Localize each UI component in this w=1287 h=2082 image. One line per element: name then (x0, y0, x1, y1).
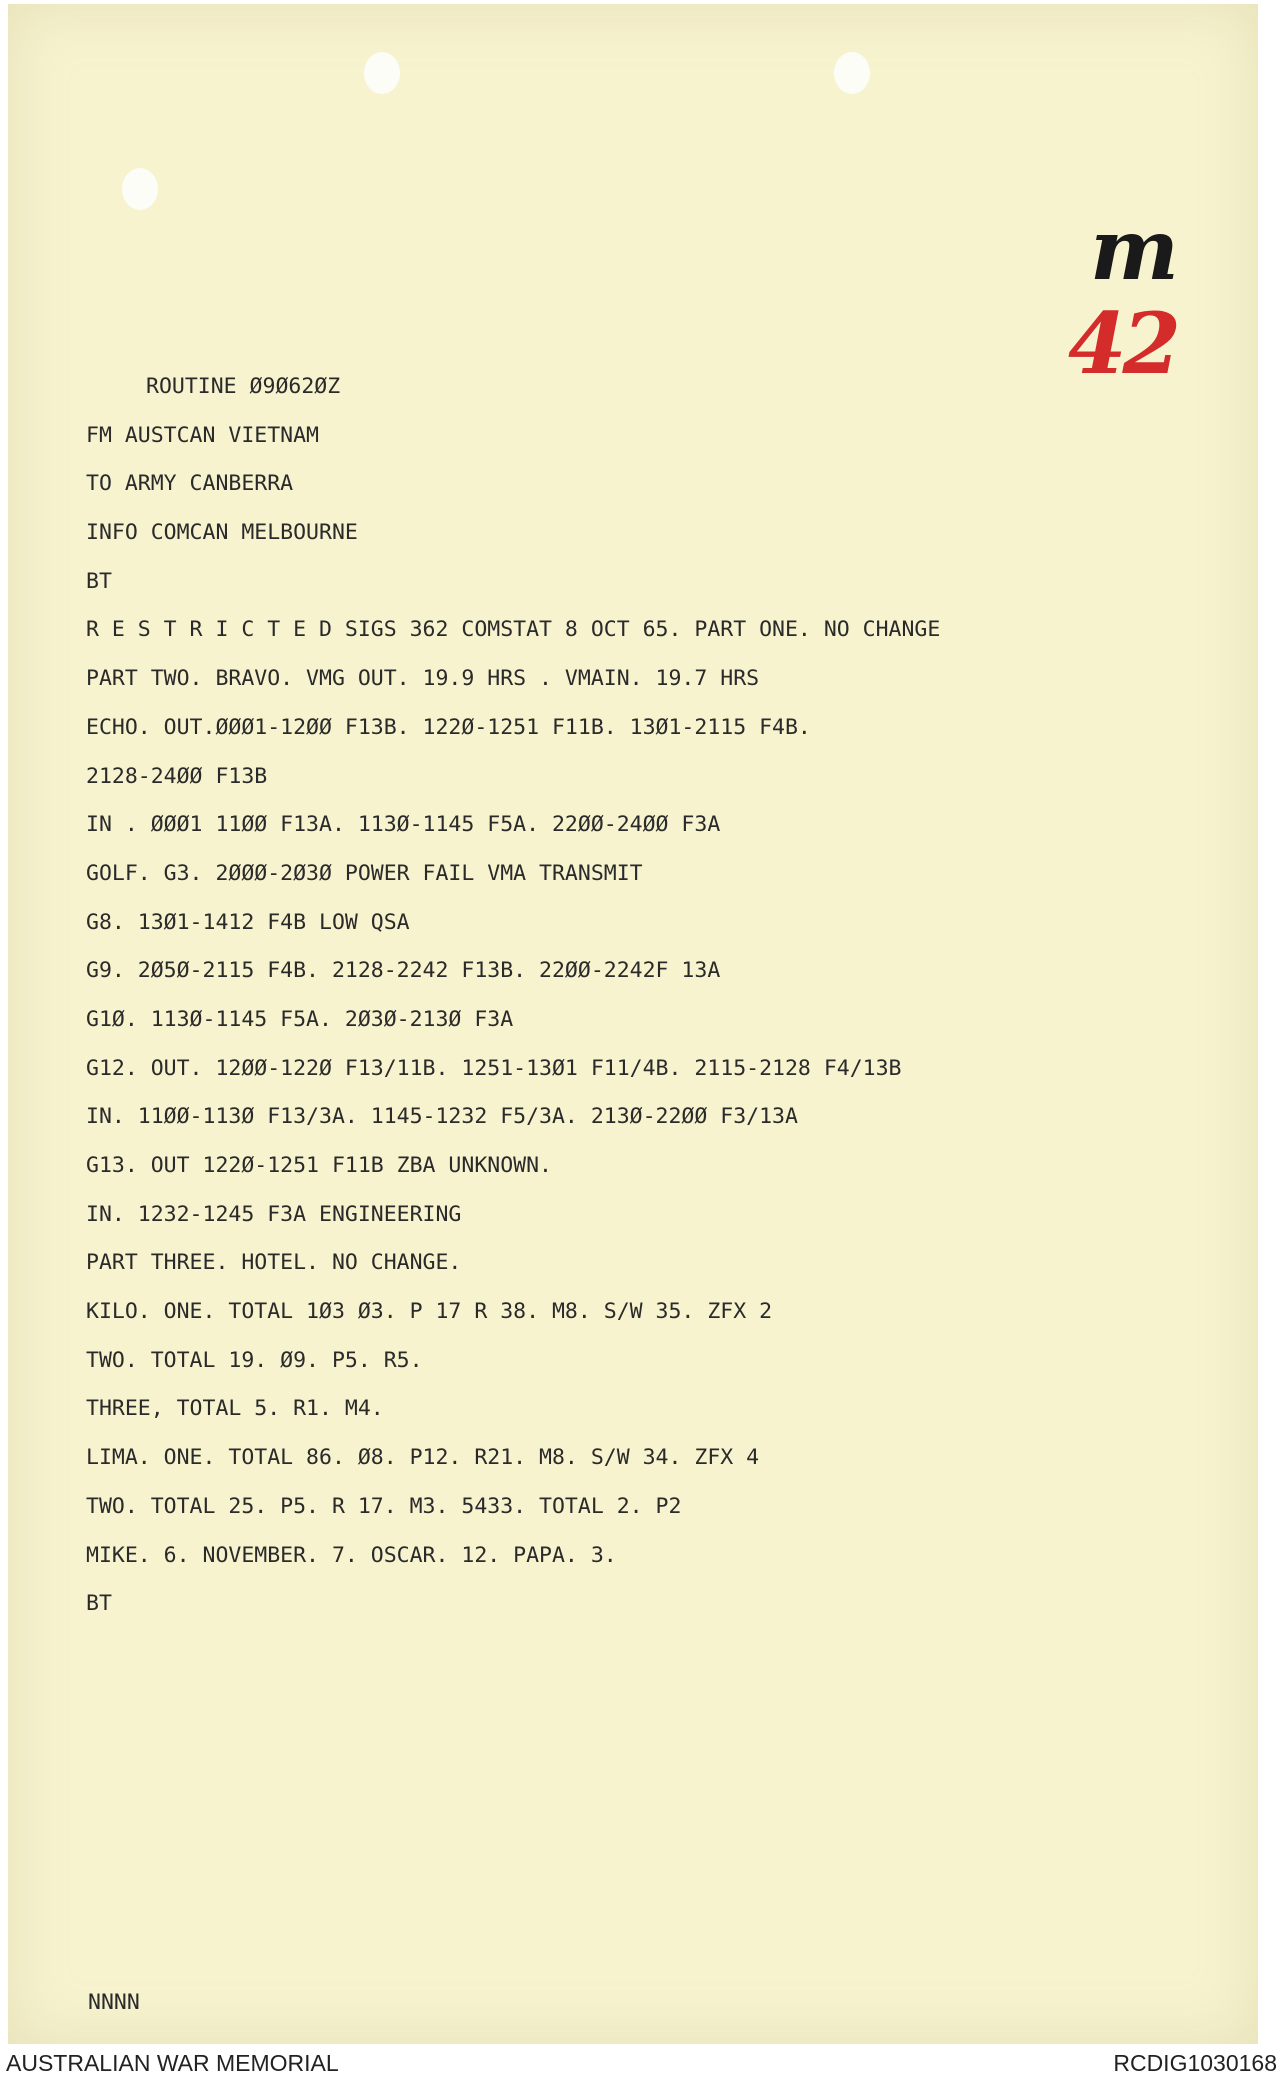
end-of-message: NNNN (88, 1990, 140, 2015)
message-line: G1Ø. 113Ø-1145 F5A. 2Ø3Ø-213Ø F3A (86, 1006, 514, 1032)
footer-record-id: RCDIG1030168 (1113, 2050, 1277, 2076)
message-line: TO ARMY CANBERRA (86, 471, 294, 497)
message-line: GOLF. G3. 2ØØØ-2Ø3Ø POWER FAIL VMA TRANSMIT (86, 860, 643, 886)
message-line: PART TWO. BRAVO. VMG OUT. 19.9 HRS . VMAIN. 19.7 HRS (86, 666, 760, 692)
message-body (86, 372, 940, 1638)
message-line: MIKE. 6. NOVEMBER. 7. OSCAR. 12. PAPA. 3. (86, 1542, 617, 1568)
message-line: 2128-24ØØ F13B (86, 763, 268, 789)
message-line: IN . ØØØ1 11ØØ F13A. 113Ø-1145 F5A. 22ØØ-24ØØ F3A (86, 812, 721, 838)
message-line: G8. 13Ø1-1412 F4B LOW QSA (86, 909, 410, 935)
message-line: THREE, TOTAL 5. R1. M4. (86, 1396, 384, 1422)
message-line: KILO. ONE. TOTAL 1Ø3 Ø3. P 17 R 38. M8. S/W 35. ZFX 2 (86, 1299, 773, 1325)
punch-hole (364, 52, 400, 94)
message-line: TWO. TOTAL 25. P5. R 17. M3. 5433. TOTAL 2. P2 (86, 1493, 682, 1519)
message-line: G9. 2Ø5Ø-2115 F4B. 2128-2242 F13B. 22ØØ-2242F 13A (86, 958, 721, 984)
handwritten-mark: m (1090, 200, 1173, 299)
message-line: INFO COMCAN MELBOURNE (86, 520, 358, 546)
message-line: TWO. TOTAL 19. Ø9. P5. R5. (86, 1347, 423, 1373)
punch-hole (834, 52, 870, 94)
message-line: ROUTINE Ø9Ø62ØZ (146, 374, 341, 399)
message-line: G13. OUT 122Ø-1251 F11B ZBA UNKNOWN. (86, 1153, 552, 1178)
handwritten-folio-number: 42 (1068, 294, 1177, 393)
message-line: PART THREE. HOTEL. NO CHANGE. (86, 1250, 462, 1276)
message-line: IN. 1232-1245 F3A ENGINEERING (86, 1201, 462, 1227)
message-line: R E S T R I C T E D SIGS 362 COMSTAT 8 OCT 65. PART ONE. NO CHANGE (86, 617, 941, 643)
punch-hole (122, 168, 158, 210)
message-line: BT (86, 568, 112, 594)
message-line: G12. OUT. 12ØØ-122Ø F13/11B. 1251-13Ø1 F11/4B. 2115-2128 F4/13B (86, 1055, 902, 1081)
message-line: FM AUSTCAN VIETNAM (86, 422, 319, 448)
message-line: BT (86, 1591, 112, 1617)
message-line: LIMA. ONE. TOTAL 86. Ø8. P12. R21. M8. S/W 34. ZFX 4 (86, 1445, 760, 1471)
footer-institution: AUSTRALIAN WAR MEMORIAL (6, 2050, 339, 2076)
message-line: ECHO. OUT.ØØØ1-12ØØ F13B. 122Ø-1251 F11B. 13Ø1-2115 F4B. (86, 714, 811, 740)
message-line: IN. 11ØØ-113Ø F13/3A. 1145-1232 F5/3A. 213Ø-22ØØ F3/13A (86, 1104, 798, 1130)
